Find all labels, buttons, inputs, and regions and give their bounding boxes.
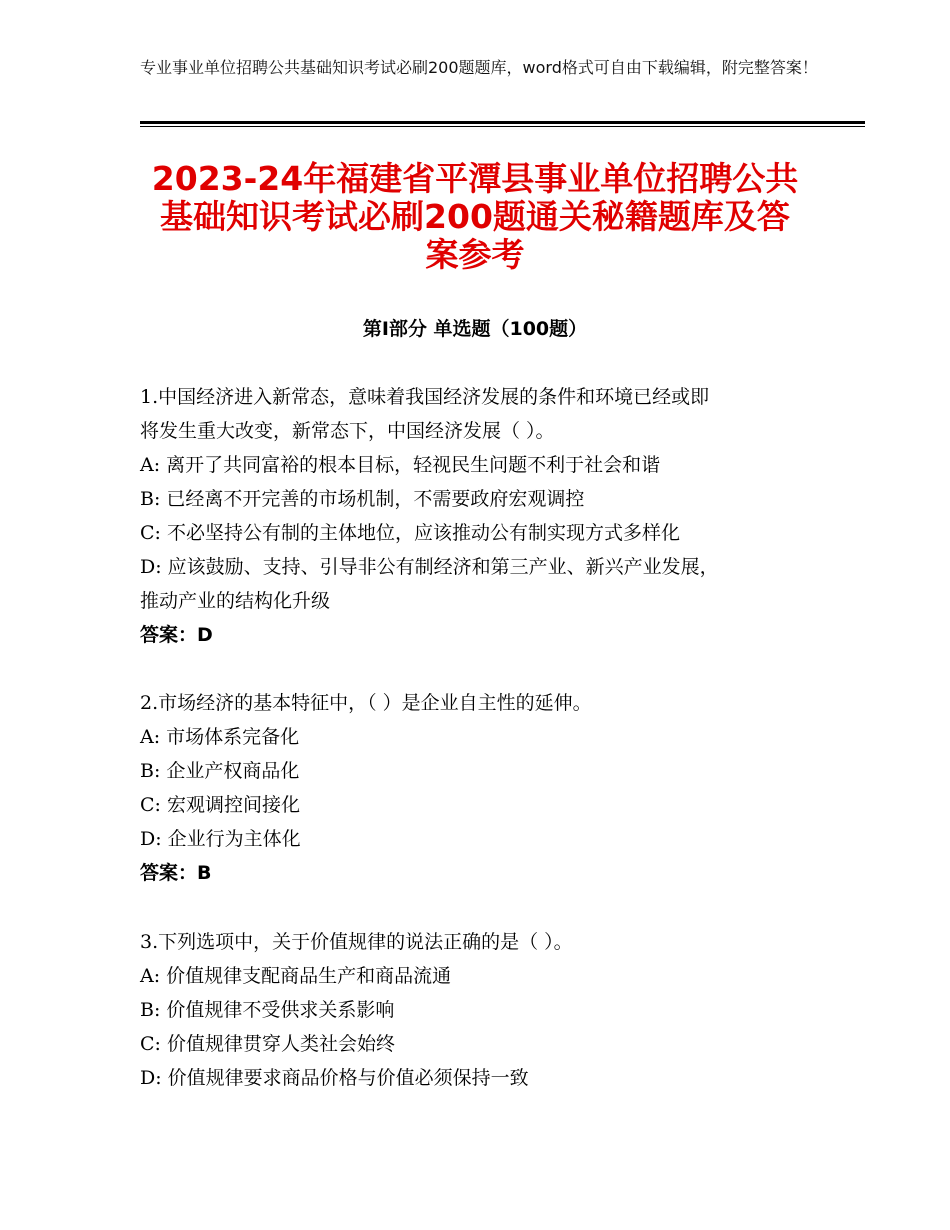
question-stem: 1.中国经济进入新常态，意味着我国经济发展的条件和环境已经或即: [140, 386, 710, 408]
header-note: 专业事业单位招聘公共基础知识考试必刷200题题库，word格式可自由下载编辑，附完整答案！: [140, 58, 818, 77]
question-stem: 将发生重大改变，新常态下，中国经济发展（ ）。: [140, 420, 555, 442]
option-a: A: 离开了共同富裕的根本目标，轻视民生问题不利于社会和谐: [140, 454, 661, 476]
title-line: 基础知识考试必刷200题通关秘籍题库及答: [160, 197, 790, 236]
option-c: C: 价值规律贯穿人类社会始终: [140, 1033, 395, 1055]
header-rule-thick: [140, 121, 865, 124]
option-b: B: 企业产权商品化: [140, 760, 300, 782]
section-heading: 第I部分 单选题（100题）: [362, 318, 588, 340]
question-stem: 2.市场经济的基本特征中，（ ）是企业自主性的延伸。: [140, 692, 592, 714]
option-c: C: 宏观调控间接化: [140, 794, 300, 816]
option-d: D: 价值规律要求商品价格与价值必须保持一致: [140, 1067, 529, 1089]
option-b: B: 已经离不开完善的市场机制，不需要政府宏观调控: [140, 488, 585, 510]
answer: 答案：D: [140, 624, 213, 646]
option-a: A: 市场体系完备化: [140, 726, 300, 748]
question-2: [140, 686, 820, 890]
document-title: [100, 160, 850, 274]
question-stem: 3.下列选项中，关于价值规律的说法正确的是（ ）。: [140, 931, 573, 953]
header-rule-thin: [140, 126, 865, 127]
question-1: [140, 380, 820, 652]
question-3: [140, 925, 820, 1095]
option-c: C: 不必坚持公有制的主体地位，应该推动公有制实现方式多样化: [140, 522, 680, 544]
option-a: A: 价值规律支配商品生产和商品流通: [140, 965, 452, 987]
answer: 答案：B: [140, 862, 212, 884]
title-line: 案参考: [425, 235, 525, 274]
option-b: B: 价值规律不受供求关系影响: [140, 999, 395, 1021]
option-d: D: 企业行为主体化: [140, 828, 301, 850]
title-line: 2023-24年福建省平潭县事业单位招聘公共: [151, 159, 799, 198]
option-d-continued: 推动产业的结构化升级: [140, 590, 331, 612]
option-d: D: 应该鼓励、支持、引导非公有制经济和第三产业、新兴产业发展，: [140, 556, 719, 578]
